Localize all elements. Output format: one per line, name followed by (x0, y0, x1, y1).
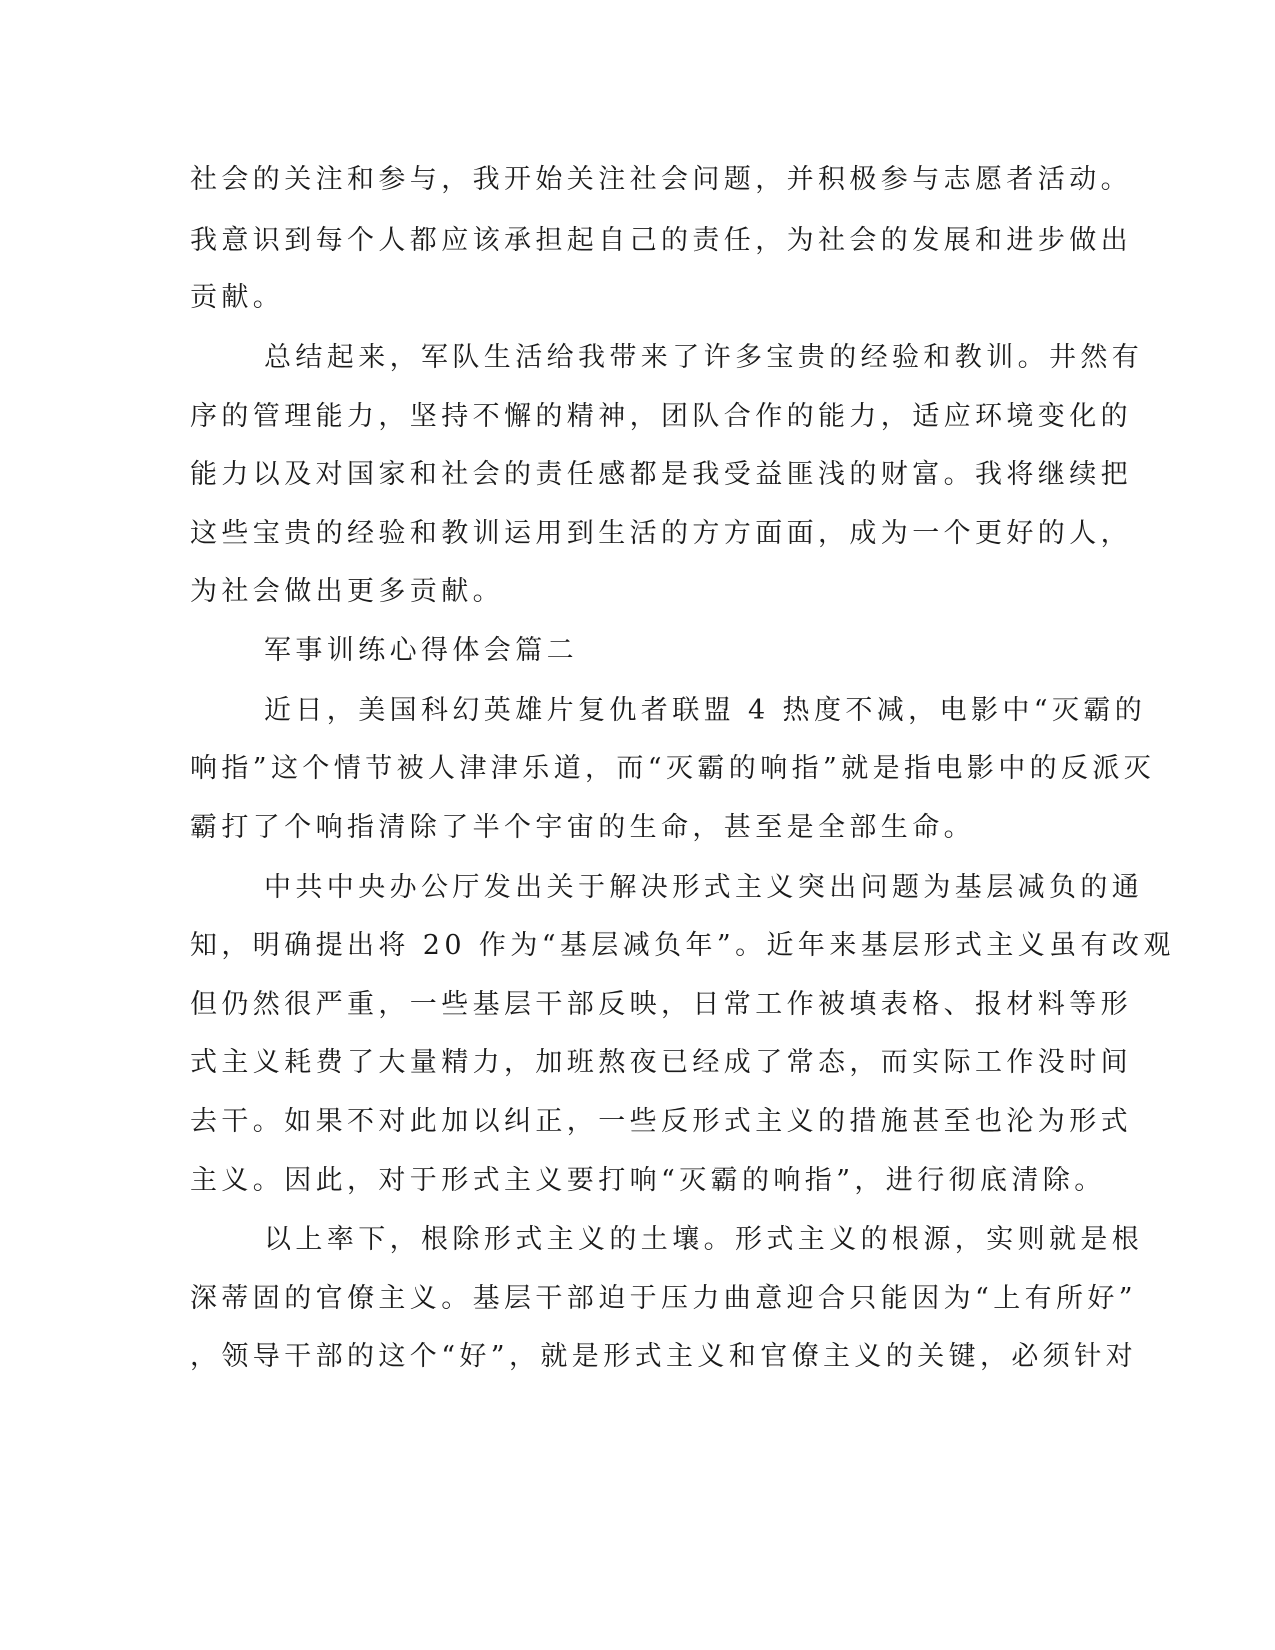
text-line: 这些宝贵的经验和教训运用到生活的方方面面，成为一个更好的人， (190, 518, 1132, 549)
text-line: 主义。因此，对于形式主义要打响“灭霸的响指”，进行彻底清除。 (190, 1165, 1106, 1196)
text-line: 式主义耗费了大量精力，加班熬夜已经成了常态，而实际工作没时间 (190, 1047, 1132, 1078)
text-line: 总结起来，军队生活给我带来了许多宝贵的经验和教训。井然有 (264, 342, 1144, 373)
text-line: 能力以及对国家和社会的责任感都是我受益匪浅的财富。我将继续把 (190, 459, 1132, 490)
text-line: 贡献。 (190, 282, 285, 313)
text-line: 以上率下，根除形式主义的土壤。形式主义的根源，实则就是根 (264, 1224, 1144, 1255)
text-line: 霸打了个响指清除了半个宇宙的生命，甚至是全部生命。 (190, 812, 975, 843)
text-line: 去干。如果不对此加以纠正，一些反形式主义的措施甚至也沦为形式 (190, 1106, 1132, 1137)
text-line: 社会的关注和参与，我开始关注社会问题，并积极参与志愿者活动。 (190, 164, 1132, 195)
text-line: 为社会做出更多贡献。 (190, 576, 504, 607)
text-line: 但仍然很严重，一些基层干部反映，日常工作被填表格、报材料等形 (190, 989, 1132, 1020)
text-line: 中共中央办公厅发出关于解决形式主义突出问题为基层减负的通 (264, 872, 1144, 903)
text-line: 深蒂固的官僚主义。基层干部迫于压力曲意迎合只能因为“上有所好” (190, 1283, 1138, 1314)
text-line: 近日，美国科幻英雄片复仇者联盟 4 热度不减，电影中“灭霸的 (264, 695, 1147, 726)
text-line: ，领导干部的这个“好”，就是形式主义和官僚主义的关键，必须针对 (190, 1341, 1138, 1372)
text-line: 响指”这个情节被人津津乐道，而“灭霸的响指”就是指电影中的反派灭 (190, 753, 1156, 784)
text-line: 序的管理能力，坚持不懈的精神，团队合作的能力，适应环境变化的 (190, 401, 1132, 432)
text-line: 我意识到每个人都应该承担起自己的责任，为社会的发展和进步做出 (190, 225, 1132, 256)
text-line: 知，明确提出将 20 作为“基层减负年”。近年来基层形式主义虽有改观 (190, 930, 1175, 961)
section-heading: 军事训练心得体会篇二 (264, 635, 578, 666)
